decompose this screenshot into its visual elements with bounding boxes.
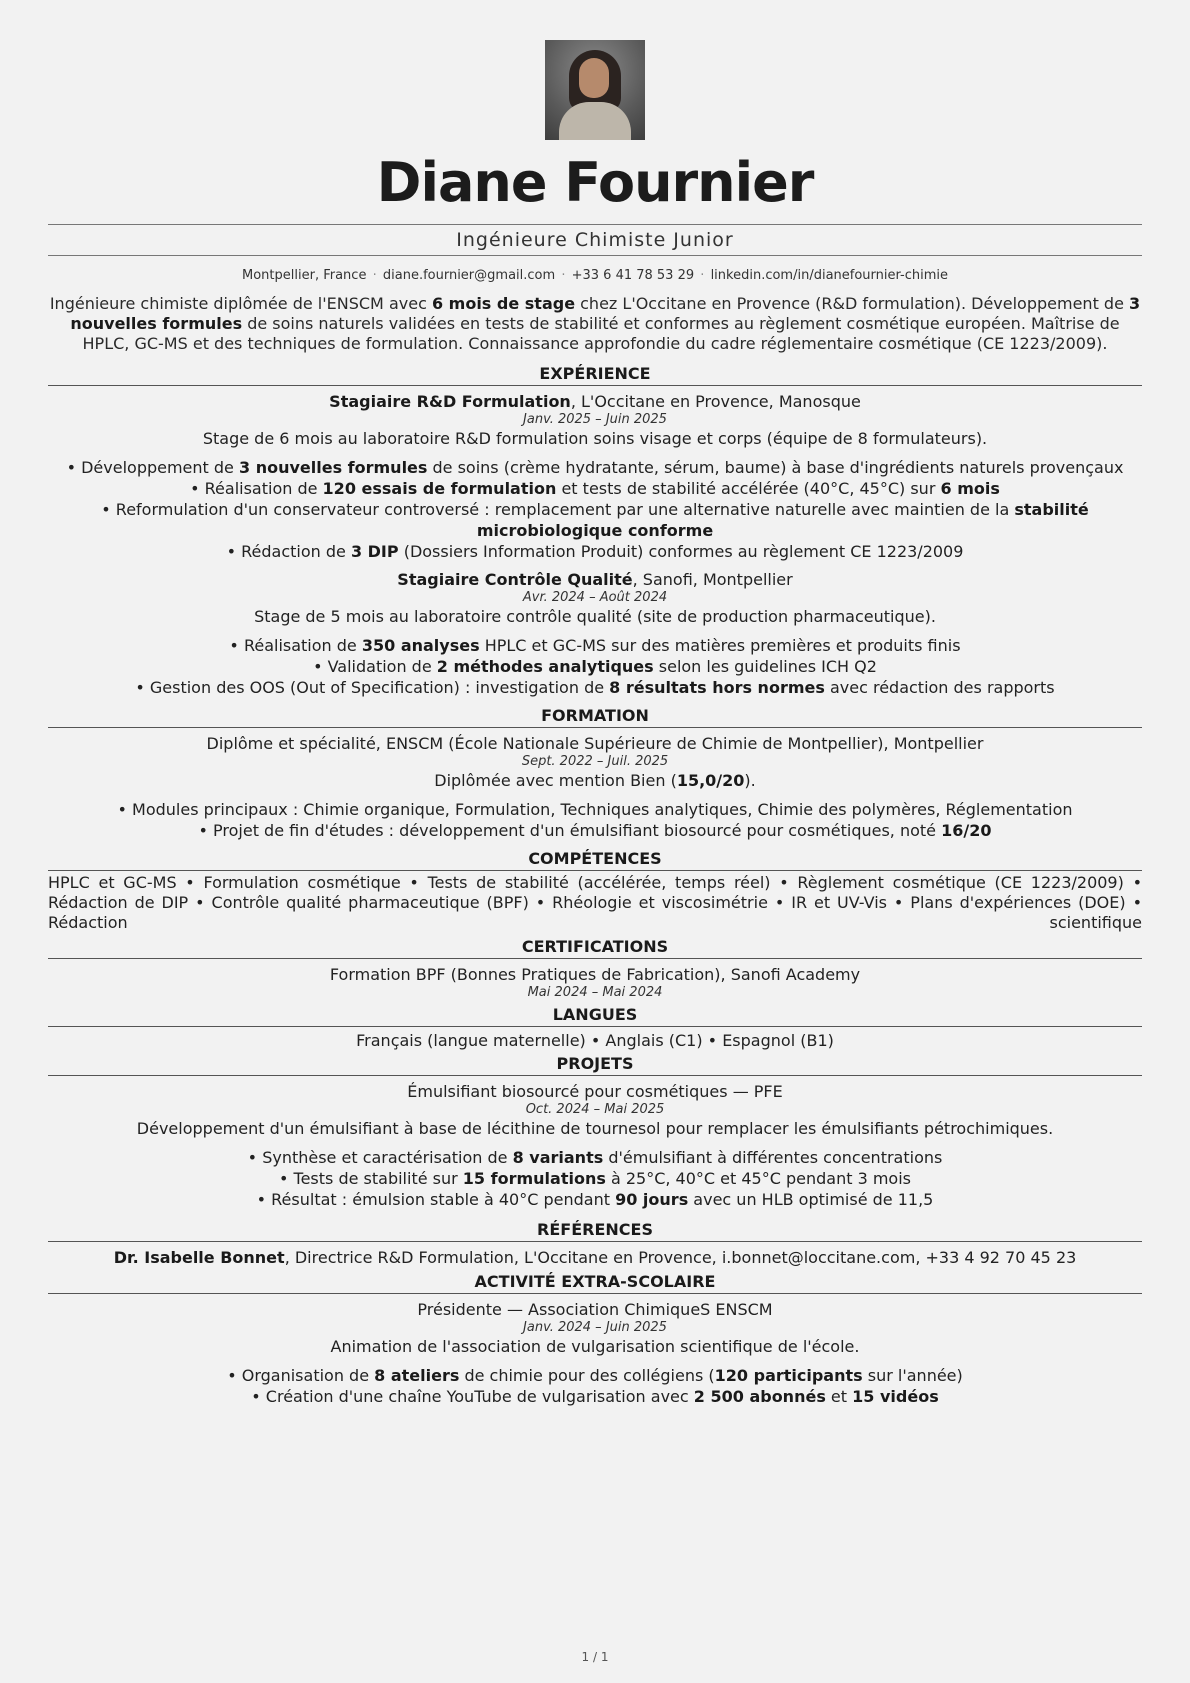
reference-details: , Directrice R&D Formulation, L'Occitane en Provence, i.bonnet@loccitane.com, +33 4 92 70 45 23 bbox=[284, 1248, 1077, 1267]
bullet-item: • Réalisation de 120 essais de formulation et tests de stabilité accélérée (40°C, 45°C) sur 6 mois bbox=[190, 479, 1000, 498]
bullet-item: • Reformulation d'un conservateur controversé : remplacement par une alternative naturelle avec maintien de la stabilité microbiologique conforme bbox=[101, 500, 1089, 540]
entry-description: Développement d'un émulsifiant à base de lécithine de tournesol pour remplacer les émulsifiants pétrochimiques. bbox=[136, 1119, 1054, 1138]
contact-location: Montpellier, France bbox=[242, 268, 367, 283]
entry-dates: Mai 2024 – Mai 2024 bbox=[527, 985, 663, 1000]
job-company: , Sanofi, Montpellier bbox=[632, 570, 793, 589]
bullet-item: • Résultat : émulsion stable à 40°C pendant 90 jours avec un HLB optimisé de 11,5 bbox=[256, 1190, 934, 1209]
reference-name: Dr. Isabelle Bonnet bbox=[113, 1248, 285, 1267]
activity-role: Présidente — Association ChimiqueS ENSCM bbox=[417, 1300, 773, 1319]
bullet-item: • Modules principaux : Chimie organique, Formulation, Techniques analytiques, Chimie des polymères, Réglementation bbox=[117, 800, 1073, 819]
experience-entry bbox=[48, 570, 1142, 698]
entry-dates: Avr. 2024 – Août 2024 bbox=[522, 590, 668, 605]
skills-list: HPLC et GC-MS • Formulation cosmétique • Tests de stabilité (accélérée, temps réel) • Règlement cosmétique (CE 1223/2009) • Rédaction de DIP • Contrôle qualité pharmaceutique (BPF) • Rhéologie et viscosimétrie • IR et UV-Vis • Plans d'expériences (DOE) • Rédaction scientifique bbox=[48, 873, 1142, 932]
entry-heading bbox=[48, 392, 1142, 412]
section-title-projects: PROJETS bbox=[48, 1054, 1142, 1076]
job-title: Ingénieure Chimiste Junior bbox=[48, 224, 1142, 256]
entry-description: Animation de l'association de vulgarisation scientifique de l'école. bbox=[330, 1337, 860, 1356]
bullet-item: • Gestion des OOS (Out of Specification) : investigation de 8 résultats hors normes avec rédaction des rapports bbox=[135, 678, 1055, 697]
entry-dates: Sept. 2022 – Juil. 2025 bbox=[521, 754, 669, 769]
page-number: 1 / 1 bbox=[581, 1650, 609, 1664]
photo-container bbox=[48, 40, 1142, 140]
contact-separator: · bbox=[561, 268, 566, 283]
profile-photo bbox=[545, 40, 645, 140]
certification-entry bbox=[48, 965, 1142, 1001]
contact-line bbox=[48, 267, 1142, 285]
entry-description: Stage de 6 mois au laboratoire R&D formulation soins visage et corps (équipe de 8 formulateurs). bbox=[202, 429, 988, 448]
education-entry bbox=[48, 734, 1142, 841]
project-name: Émulsifiant biosourcé pour cosmétiques — PFE bbox=[407, 1082, 783, 1101]
section-title-education: FORMATION bbox=[48, 706, 1142, 728]
summary-text: de soins naturels validées en tests de stabilité et conformes au règlement cosmétique européen. Maîtrise de HPLC, GC-MS et des techniques de formulation. Connaissance approfondie du cadre réglementaire cosmétique (CE 1223/2009). bbox=[82, 314, 1120, 353]
bullet-item: • Création d'une chaîne YouTube de vulgarisation avec 2 500 abonnés et 15 vidéos bbox=[251, 1387, 939, 1406]
summary-highlight: 6 mois de stage bbox=[431, 294, 576, 313]
contact-phone[interactable]: +33 6 41 78 53 29 bbox=[571, 268, 695, 283]
section-title-certifications: CERTIFICATIONS bbox=[48, 937, 1142, 959]
resume-page bbox=[48, 0, 1142, 1407]
section-title-activities: ACTIVITÉ EXTRA-SCOLAIRE bbox=[48, 1272, 1142, 1294]
bullet-item: • Organisation de 8 ateliers de chimie pour des collégiens (120 participants sur l'année) bbox=[227, 1366, 963, 1385]
experience-entry bbox=[48, 392, 1142, 562]
contact-linkedin[interactable]: linkedin.com/in/dianefournier-chimie bbox=[710, 268, 948, 283]
reference-entry bbox=[48, 1248, 1142, 1268]
job-role: Stagiaire R&D Formulation bbox=[329, 392, 571, 411]
job-role: Stagiaire Contrôle Qualité bbox=[397, 570, 633, 589]
job-company: , L'Occitane en Provence, Manosque bbox=[570, 392, 861, 411]
bullet-item: • Synthèse et caractérisation de 8 variants d'émulsifiant à différentes concentrations bbox=[247, 1148, 943, 1167]
summary-text: Ingénieure chimiste diplômée de l'ENSCM avec bbox=[49, 294, 432, 313]
bullet-item: • Tests de stabilité sur 15 formulations à 25°C, 40°C et 45°C pendant 3 mois bbox=[279, 1169, 911, 1188]
entry-dates: Oct. 2024 – Mai 2025 bbox=[525, 1102, 665, 1117]
bullet-item: • Projet de fin d'études : développement d'un émulsifiant biosourcé pour cosmétiques, noté 16/20 bbox=[198, 821, 992, 840]
languages-list: Français (langue maternelle) • Anglais (C1) • Espagnol (B1) bbox=[356, 1031, 834, 1050]
summary-highlight: 3 nouvelles formules bbox=[70, 294, 1141, 333]
summary-text: chez L'Occitane en Provence (R&D formulation). Développement de bbox=[575, 294, 1130, 313]
contact-separator: · bbox=[700, 268, 705, 283]
entry-dates: Janv. 2024 – Juin 2025 bbox=[523, 1320, 667, 1335]
contact-email[interactable]: diane.fournier@gmail.com bbox=[382, 268, 556, 283]
contact-separator: · bbox=[372, 268, 377, 283]
bullet-item: • Réalisation de 350 analyses HPLC et GC-MS sur des matières premières et produits finis bbox=[229, 636, 961, 655]
entry-heading bbox=[48, 570, 1142, 590]
section-title-experience: EXPÉRIENCE bbox=[48, 364, 1142, 386]
degree: Diplôme et spécialité, ENSCM (École Nationale Supérieure de Chimie de Montpellier), Montpellier bbox=[206, 734, 984, 753]
bullet-item: • Développement de 3 nouvelles formules de soins (crème hydratante, sérum, baume) à base d'ingrédients naturels provençaux bbox=[66, 458, 1124, 477]
entry-description: Diplômée avec mention Bien (15,0/20). bbox=[434, 771, 756, 790]
profile-summary bbox=[48, 294, 1142, 354]
entry-description: Stage de 5 mois au laboratoire contrôle qualité (site de production pharmaceutique). bbox=[254, 607, 936, 626]
candidate-name: Diane Fournier bbox=[376, 151, 814, 214]
entry-dates: Janv. 2025 – Juin 2025 bbox=[523, 412, 667, 427]
bullet-item: • Rédaction de 3 DIP (Dossiers Information Produit) conformes au règlement CE 1223/2009 bbox=[226, 542, 964, 561]
section-title-skills: COMPÉTENCES bbox=[48, 849, 1142, 871]
bullet-item: • Validation de 2 méthodes analytiques selon les guidelines ICH Q2 bbox=[313, 657, 877, 676]
certification-name: Formation BPF (Bonnes Pratiques de Fabrication), Sanofi Academy bbox=[329, 965, 861, 984]
project-entry bbox=[48, 1082, 1142, 1210]
section-title-references: RÉFÉRENCES bbox=[48, 1220, 1142, 1242]
section-title-languages: LANGUES bbox=[48, 1005, 1142, 1027]
activity-entry bbox=[48, 1300, 1142, 1407]
